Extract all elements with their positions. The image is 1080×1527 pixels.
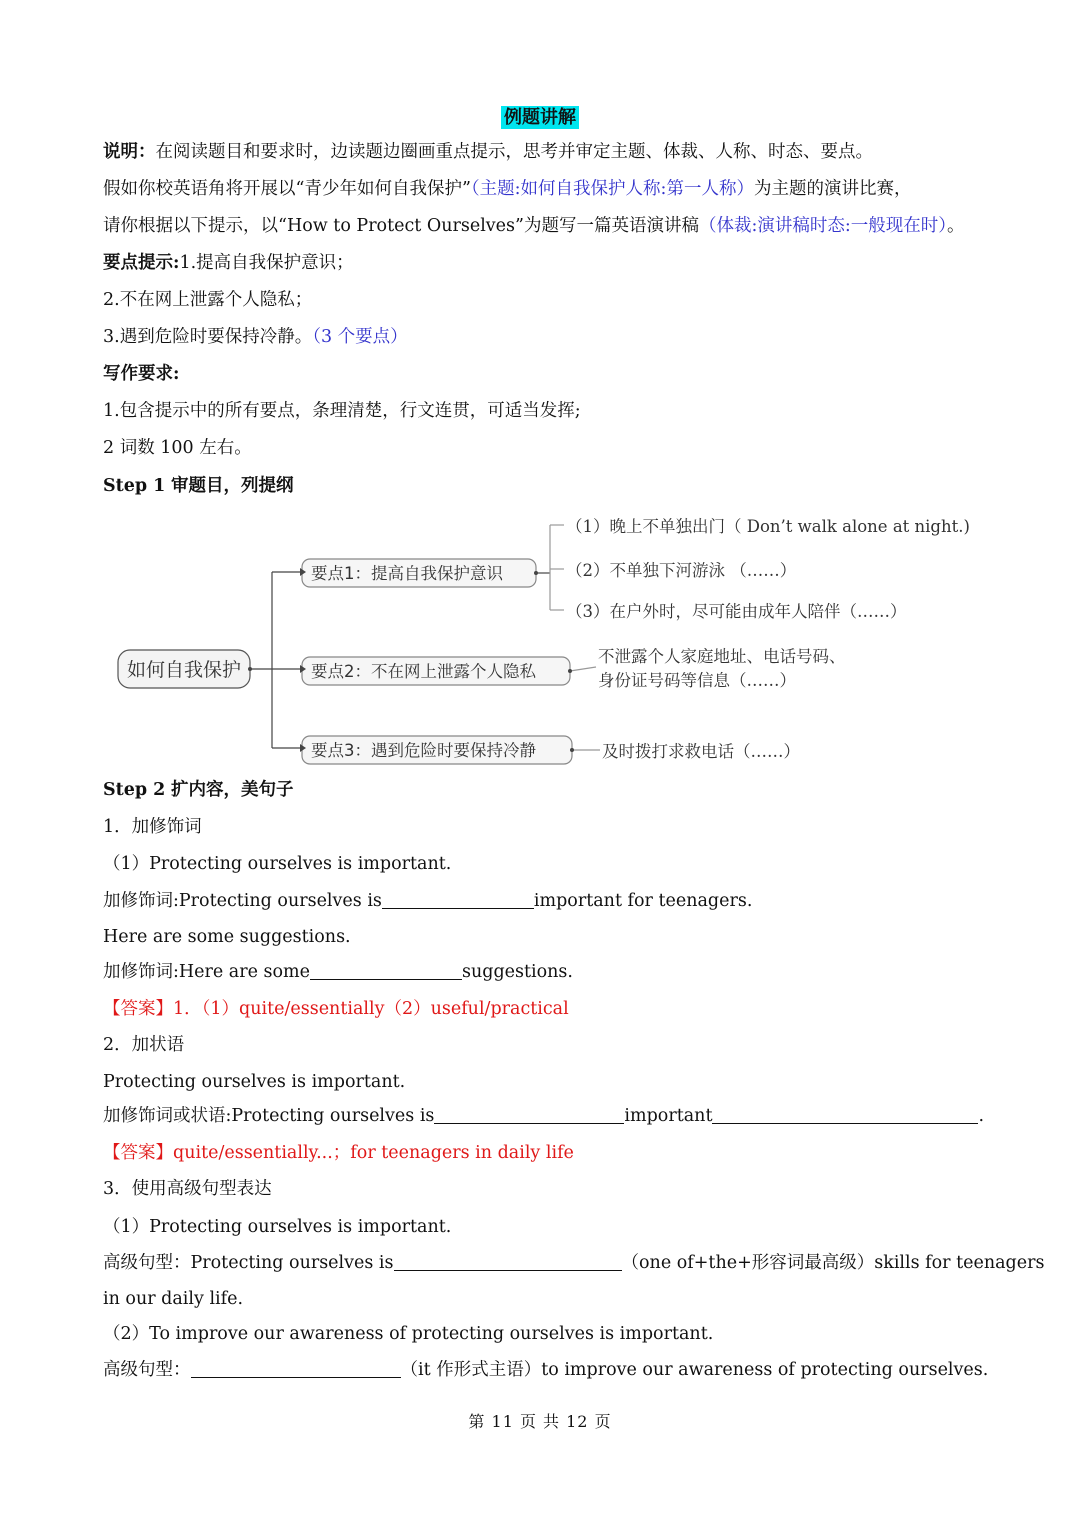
- s2-heading: 2．加状语: [103, 1035, 185, 1055]
- exercise-text: 高级句型：: [103, 1360, 191, 1380]
- answer-text: quite/essentially...；for teenagers in daily life: [173, 1143, 574, 1163]
- mindmap-leaf: 身份证号码等信息（……）: [598, 671, 796, 690]
- mindmap-root: 如何自我保护: [126, 659, 242, 681]
- requirements-label: 写作要求:: [103, 364, 180, 384]
- intro-text: 在阅读题目和要求时，边读题边圈画重点提示，思考并审定主题、体裁、人称、时态、要点。: [155, 142, 873, 162]
- point-item: 2.不在网上泄露个人隐私；: [103, 290, 313, 310]
- mindmap-leaf: （2）不单独下河游泳 （……）: [566, 561, 797, 580]
- step-label: Step 2: [103, 780, 166, 800]
- node-dot-icon: [248, 667, 252, 671]
- s3-heading: 3．使用高级句型表达: [103, 1179, 272, 1199]
- s3-exercise-2: [103, 1358, 988, 1382]
- s3-question-1: （1）Protecting ourselves is important.: [103, 1217, 452, 1237]
- prompt-text: 。: [947, 216, 965, 236]
- exercise-text: important for teenagers.: [533, 891, 753, 911]
- exercise-text: 加修饰词:Protecting ourselves is: [103, 891, 382, 911]
- s1-heading: 1．加修饰词: [103, 817, 202, 837]
- requirement-item: 1.包含提示中的所有要点，条理清楚，行文连贯，可适当发挥;: [103, 401, 581, 421]
- mindmap-leaf: （1）晚上不单独出门（ Don’t walk alone at night.): [566, 517, 970, 536]
- point-item: 3.遇到危险时要保持冷静。: [103, 327, 313, 347]
- intro-label: 说明：: [103, 142, 156, 162]
- mindmap-branch-2: 要点2：不在网上泄露个人隐私: [311, 662, 536, 681]
- mindmap-branch-1: 要点1：提高自我保护意识: [311, 564, 503, 583]
- exercise-text: （one of+the+形容词最高级）skills for teenagers: [621, 1253, 1045, 1273]
- s3-exercise-1-cont: in our daily life.: [103, 1289, 244, 1309]
- step-text: 扩内容，美句子: [170, 780, 294, 800]
- answer-blank[interactable]: [382, 890, 534, 909]
- exercise-text: （it 作形式主语）to improve our awareness of protecting ourselves.: [400, 1360, 989, 1380]
- connector: [570, 667, 596, 671]
- prompt-text: 为主题的演讲比赛，: [753, 179, 912, 199]
- mindmap-branch-3: 要点3：遇到危险时要保持冷静: [311, 741, 536, 760]
- step2-heading: [103, 778, 293, 802]
- mindmap-leaf: 及时拨打求救电话（……）: [602, 742, 800, 761]
- exercise-text: 加修饰词:Here are some: [103, 962, 310, 982]
- node-dot-icon: [534, 571, 538, 575]
- s3-exercise-1: [103, 1251, 1044, 1275]
- step-label: Step 1: [103, 476, 166, 496]
- exercise-text: suggestions.: [461, 962, 573, 982]
- s2-answer: [103, 1141, 574, 1165]
- exercise-text: .: [978, 1106, 985, 1126]
- answer-label: 【答案】: [103, 1143, 173, 1163]
- point-item: 1.提高自我保护意识；: [179, 253, 354, 273]
- answer-blank[interactable]: [712, 1105, 978, 1124]
- exercise-text: 加修饰词或状语:Protecting ourselves is: [103, 1106, 435, 1126]
- s1-question-2: Here are some suggestions.: [103, 927, 351, 947]
- s2-question: Protecting ourselves is important.: [103, 1072, 406, 1092]
- page-footer: 第 11 页 共 12 页: [468, 1412, 612, 1431]
- node-dot-icon: [570, 748, 574, 752]
- answer-blank[interactable]: [434, 1105, 624, 1124]
- node-dot-icon: [568, 669, 572, 673]
- answer-blank[interactable]: [394, 1252, 622, 1271]
- exercise-text: important: [624, 1106, 713, 1126]
- answer-blank[interactable]: [310, 961, 462, 980]
- exercise-text: 高级句型：Protecting ourselves is: [103, 1253, 394, 1273]
- section-title: 例题讲解: [0, 103, 1080, 129]
- prompt-text: 请你根据以下提示，以“How to Protect Ourselves”为题写一篇英语演讲稿: [103, 216, 699, 236]
- step-text: 审题目，列提纲: [170, 476, 294, 496]
- answer-text: 1．（1）quite/essentially（2）useful/practical: [173, 999, 569, 1019]
- points-label: 要点提示:: [103, 253, 180, 273]
- prompt-note: （主题:如何自我保护人称:第一人称）: [470, 179, 754, 199]
- s1-exercise-2: [103, 960, 573, 984]
- mindmap-leaf: （3）在户外时，尽可能由成年人陪伴（……）: [566, 602, 907, 621]
- prompt-note: （体裁:演讲稿时态:一般现在时）: [698, 216, 948, 236]
- answer-blank[interactable]: [191, 1359, 401, 1378]
- requirement-item: 2 词数 100 左右。: [103, 438, 252, 458]
- point-note: （3 个要点）: [312, 327, 408, 347]
- prompt-text: 假如你校英语角将开展以“青少年如何自我保护”: [103, 179, 471, 199]
- s2-exercise: [103, 1104, 984, 1128]
- mindmap-leaf: 不泄露个人家庭地址、电话号码、: [598, 647, 846, 666]
- s1-exercise-1: [103, 889, 752, 913]
- answer-label: 【答案】: [103, 999, 173, 1019]
- s1-question: （1）Protecting ourselves is important.: [103, 854, 452, 874]
- s1-answer: [103, 997, 569, 1021]
- s3-question-2: （2）To improve our awareness of protecting ourselves is important.: [103, 1324, 714, 1344]
